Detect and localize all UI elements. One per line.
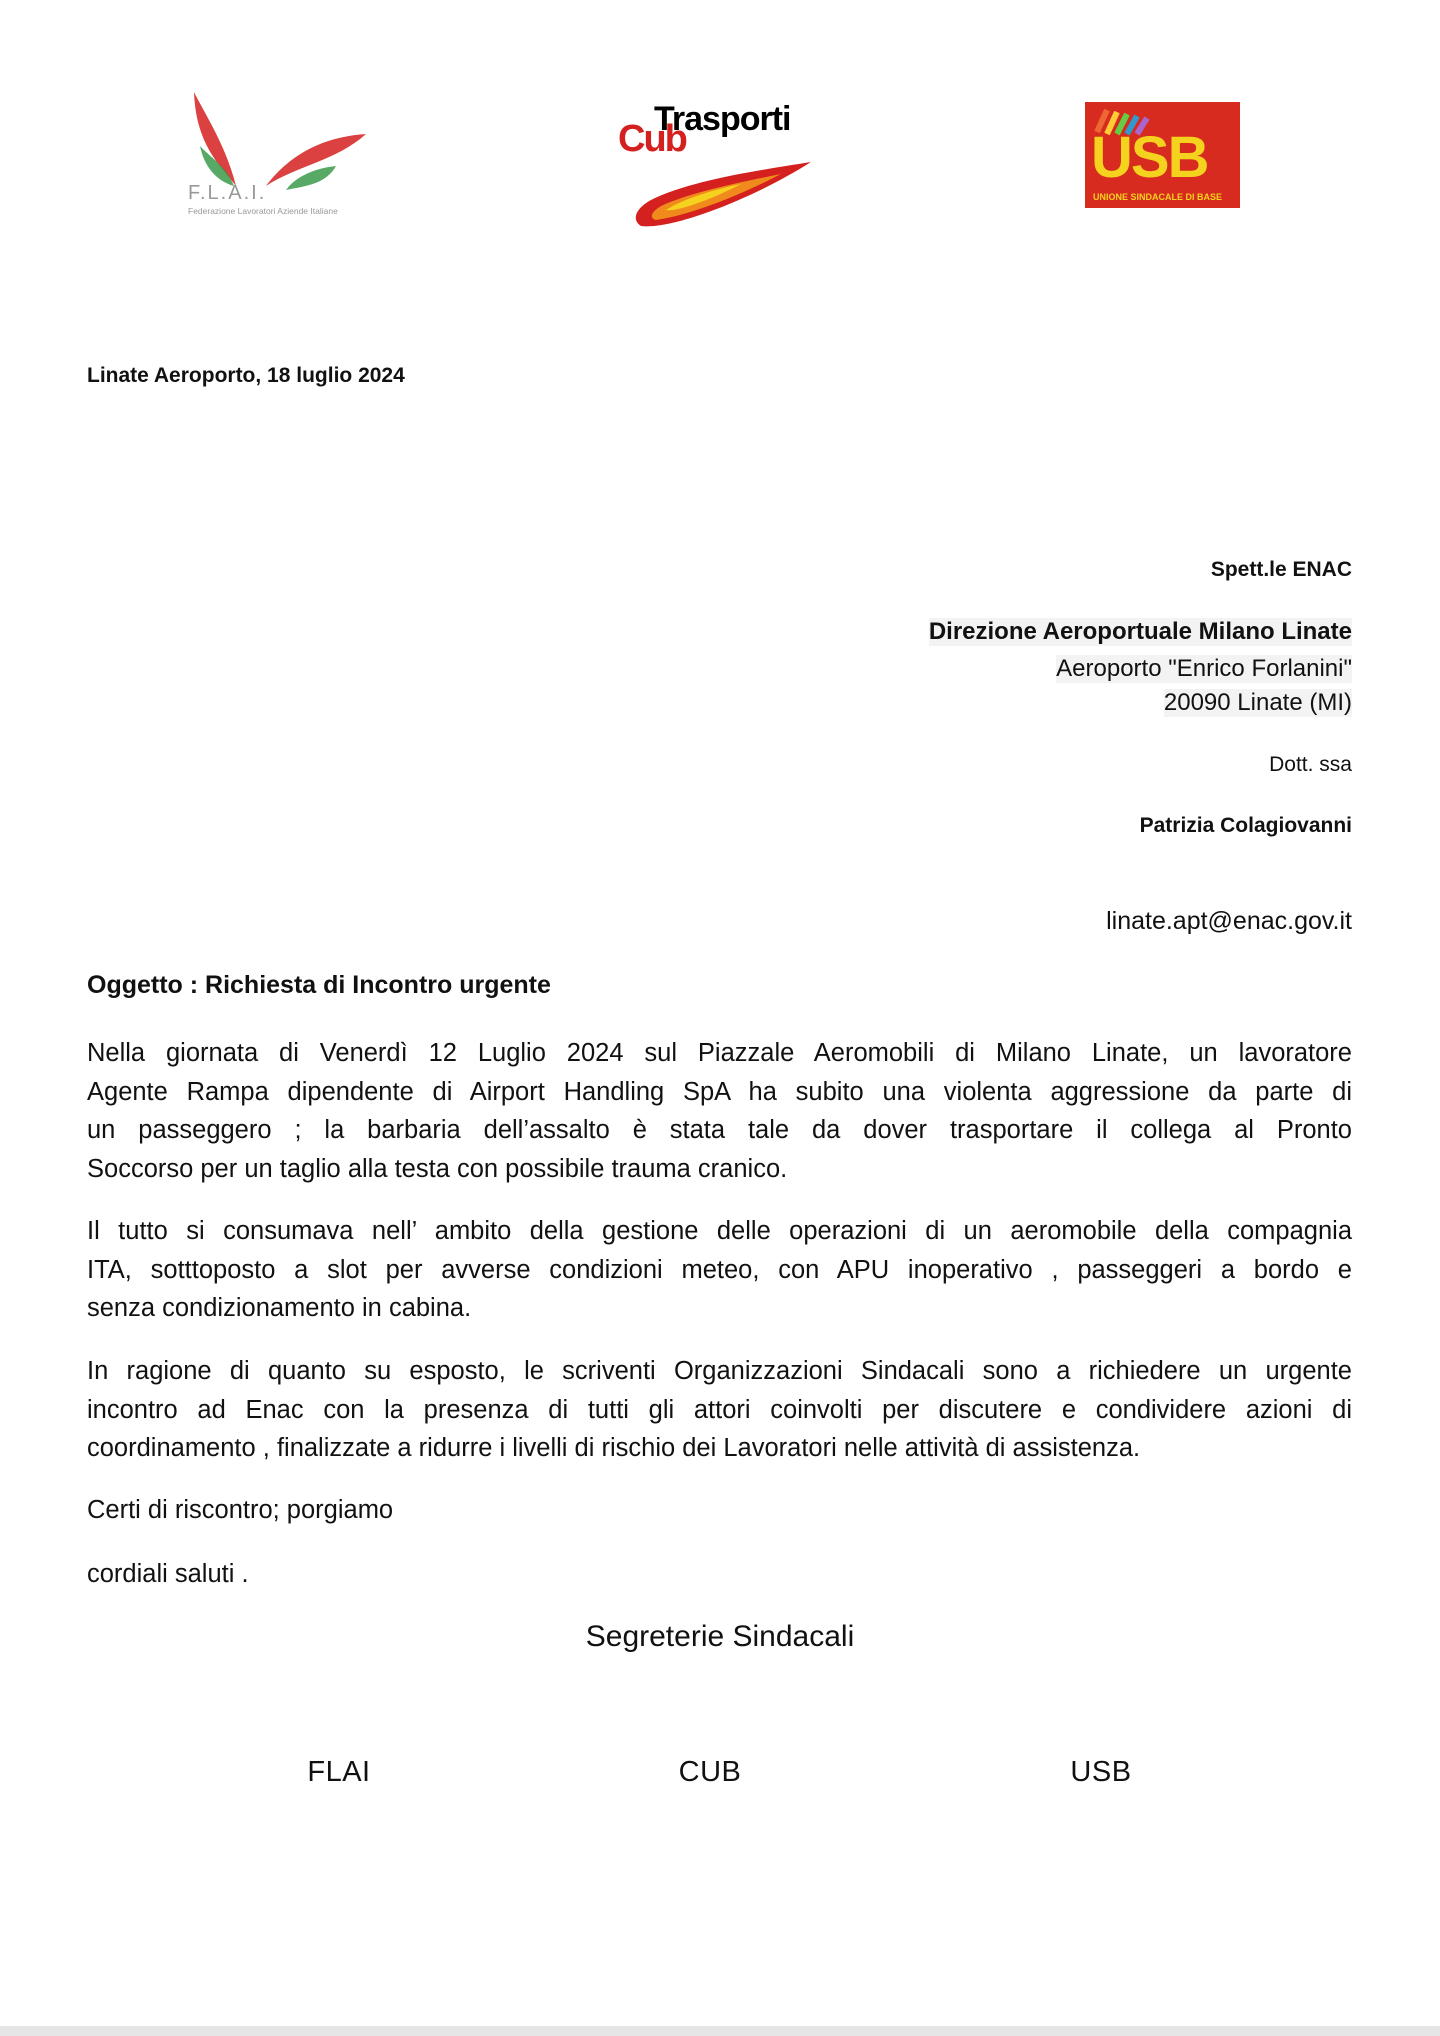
recipient-salutation: Spett.le ENAC — [1210, 558, 1352, 581]
page-bottom-edge — [0, 2026, 1440, 2036]
flai-logo — [186, 86, 376, 220]
date-line: Linate Aeroporto, 18 luglio 2024 — [87, 364, 405, 387]
cub-logo-bottom: Cub — [618, 118, 686, 160]
recipient-title: Dott. ssa — [1269, 753, 1352, 776]
usb-logo-subtitle: UNIONE SINDACALE DI BASE — [1093, 192, 1223, 202]
usb-logo-name: USB — [1091, 125, 1208, 190]
recipient-address-2: 20090 Linate (MI) — [1163, 689, 1352, 716]
paragraph-line: Soccorso per un taglio alla testa con possibile trauma cranico. — [87, 1154, 788, 1183]
recipient-office: Direzione Aeroportuale Milano Linate — [928, 618, 1352, 645]
paragraph-incident — [87, 1034, 1352, 1188]
signature-heading: Segreterie Sindacali — [585, 1620, 855, 1653]
recipient-email: linate.apt@enac.gov.it — [1106, 907, 1352, 935]
flai-logo-subtitle: Federazione Lavoratori Aziende Italiane — [188, 206, 338, 216]
paragraph-line: coordinamento , finalizzate a ridurre i livelli di rischio dei Lavoratori nelle attività di assistenza. — [87, 1434, 1141, 1462]
cub-logo-top: Trasporti — [654, 100, 791, 138]
subject-line: Oggetto : Richiesta di Incontro urgente — [87, 971, 551, 999]
paragraph-line: ITA, sotttoposto a slot per avverse condizioni meteo, con APU inoperativo , passeggeri a bordo e — [87, 1255, 1352, 1284]
cub-flame-icon — [631, 160, 816, 230]
signatory-flai: FLAI — [307, 1756, 371, 1788]
cub-trasporti-logo — [616, 100, 821, 230]
paragraph-line: Nella giornata di Venerdì 12 Luglio 2024 sul Piazzale Aeromobili di Milano Linate, un lavoratore — [87, 1039, 1352, 1067]
paragraph-line: un passeggero ; la barbaria dell’assalto è stata tale da dover trasportare il collega al Pronto — [87, 1116, 1352, 1144]
recipient-name: Patrizia Colagiovanni — [1139, 814, 1352, 837]
closing-line-2: cordiali saluti . — [87, 1560, 249, 1588]
paragraph-line: Il tutto si consumava nell’ ambito della gestione delle operazioni di un aeromobile della compagnia — [87, 1217, 1352, 1245]
paragraph-context — [87, 1212, 1352, 1328]
signatory-usb: USB — [1070, 1756, 1132, 1788]
closing-line-1: Certi di riscontro; porgiamo — [87, 1496, 394, 1524]
paragraph-line: incontro ad Enac con la presenza di tutti gli attori coinvolti per discutere e condividere azioni di — [87, 1395, 1352, 1424]
paragraph-line: Agente Rampa dipendente di Airport Handling SpA ha subito una violenta aggressione da parte di — [87, 1077, 1352, 1106]
paragraph-line: In ragione di quanto su esposto, le scriventi Organizzazioni Sindacali sono a richiedere un urgente — [87, 1357, 1352, 1385]
signatory-cub: CUB — [678, 1756, 742, 1788]
usb-logo — [1085, 102, 1240, 208]
paragraph-request — [87, 1352, 1352, 1468]
flai-logo-name: F.L.A.I. — [188, 182, 267, 204]
paragraph-line: senza condizionamento in cabina. — [87, 1294, 472, 1322]
recipient-address-1: Aeroporto "Enrico Forlanini" — [1056, 655, 1352, 682]
